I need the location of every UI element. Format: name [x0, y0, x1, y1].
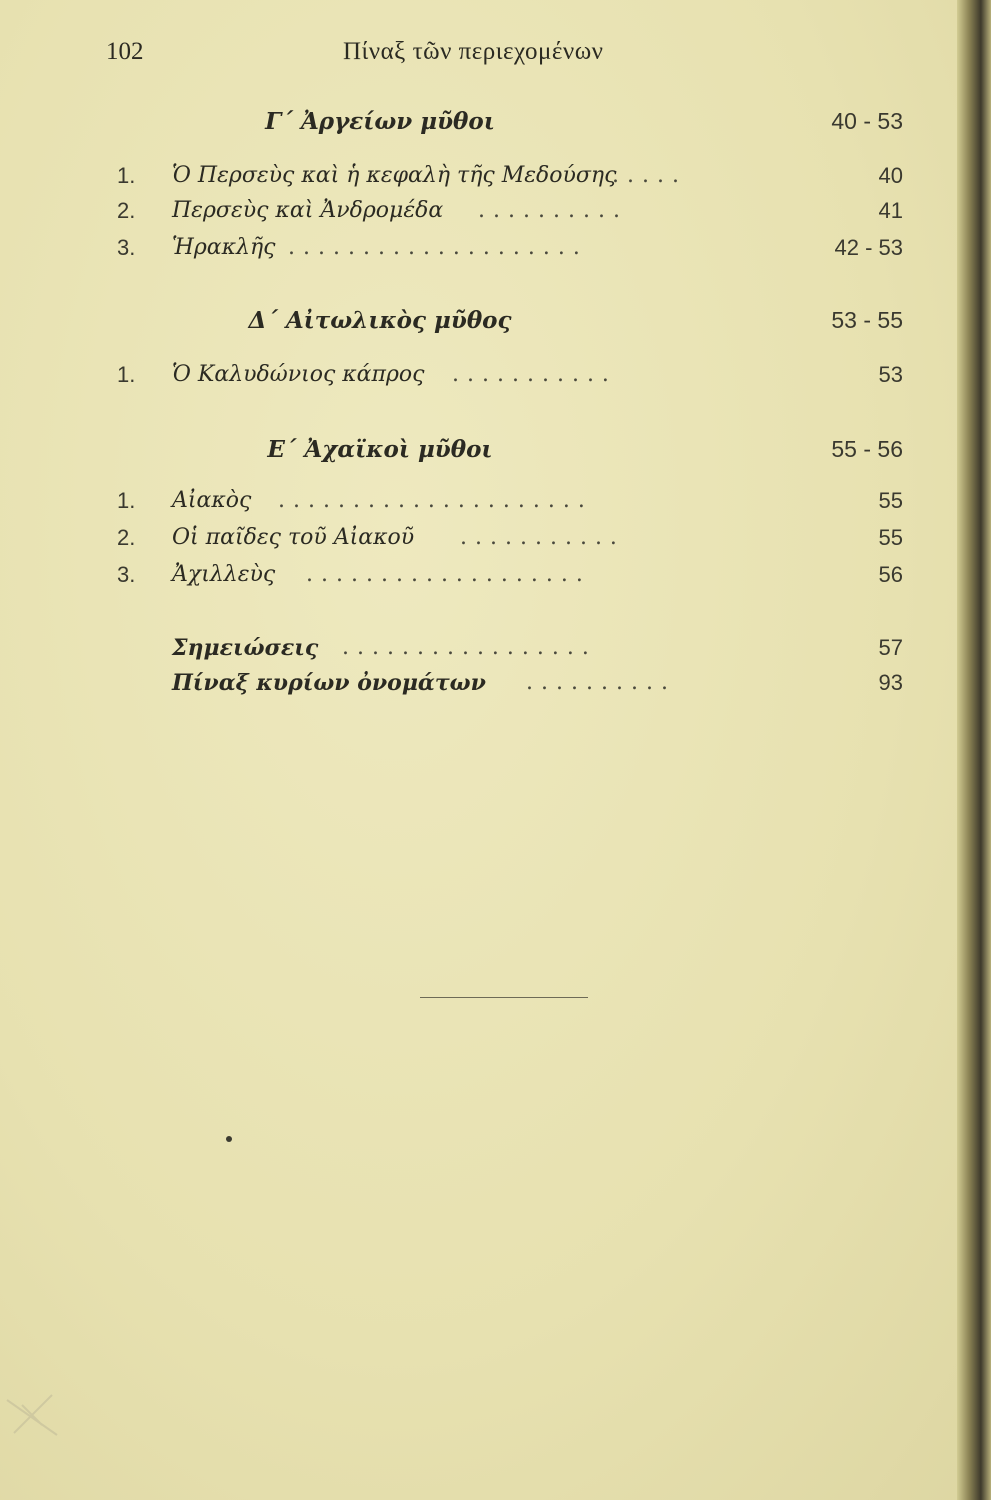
- entry-title: Ὁ Καλυδώνιος κάπρος: [172, 362, 425, 387]
- closing-rule: [420, 997, 588, 998]
- dot-leader: .....................: [278, 488, 593, 513]
- section-title: Γ΄ Ἀργείων μῦθοι: [265, 108, 495, 135]
- entry-number: 1.: [117, 488, 136, 513]
- toc-entry: [0, 488, 991, 520]
- page-number: 102: [106, 38, 144, 65]
- entry-number: 2.: [117, 525, 136, 550]
- section-title: Ε΄ Ἀχαϊκοὶ μῦθοι: [267, 436, 493, 463]
- entry-page: 57: [878, 635, 903, 660]
- dot-leader: ...........: [452, 362, 617, 387]
- toc-entry: [0, 525, 991, 557]
- section-page-range: 55 - 56: [831, 436, 903, 462]
- section-heading: [0, 307, 991, 341]
- page-header: [0, 38, 991, 72]
- dot-leader: ...................: [306, 562, 591, 587]
- section-page-range: 53 - 55: [831, 307, 903, 333]
- entry-title: Περσεὺς καὶ Ἀνδρομέδα: [172, 198, 444, 223]
- entry-title: Αἰακὸς: [172, 488, 252, 513]
- entry-page: 55: [878, 525, 903, 550]
- toc-entry: [0, 670, 991, 702]
- toc-entry: [0, 635, 991, 667]
- section-page-range: 40 - 53: [831, 108, 903, 134]
- entry-title: Ἀχιλλεὺς: [172, 562, 276, 587]
- section-title: Δ΄ Αἰτωλικὸς μῦθος: [248, 307, 512, 334]
- faint-mark: [2, 1385, 72, 1445]
- dot-leader: .....: [612, 163, 687, 188]
- toc-entry: [0, 235, 991, 267]
- entry-page: 53: [878, 362, 903, 387]
- entry-title: Ἡρακλῆς: [172, 235, 276, 260]
- toc-entry: [0, 362, 991, 394]
- dot-leader: ..........: [478, 198, 628, 223]
- ink-dot: [226, 1136, 232, 1142]
- entry-number: 1.: [117, 163, 136, 188]
- dot-leader: ....................: [288, 235, 588, 260]
- entry-page: 41: [878, 198, 903, 223]
- entry-number: 3.: [117, 562, 136, 587]
- dot-leader: .................: [342, 635, 597, 660]
- toc-entry: [0, 163, 991, 195]
- section-heading: [0, 108, 991, 142]
- dot-leader: ..........: [526, 670, 676, 695]
- entry-page: 40: [878, 163, 903, 188]
- toc-entry: [0, 198, 991, 230]
- toc-entry: [0, 562, 991, 594]
- entry-number: 3.: [117, 235, 136, 260]
- running-title: Πίναξ τῶν περιεχομένων: [343, 38, 604, 65]
- entry-title: Σημειώσεις: [172, 635, 319, 661]
- entry-page: 55: [878, 488, 903, 513]
- entry-page: 93: [878, 670, 903, 695]
- dot-leader: ...........: [460, 525, 625, 550]
- entry-title: Ὁ Περσεὺς καὶ ἡ κεφαλὴ τῆς Μεδούσης: [172, 163, 617, 188]
- entry-title: Οἱ παῖδες τοῦ Αἰακοῦ: [172, 525, 415, 550]
- entry-page: 56: [878, 562, 903, 587]
- entry-number: 2.: [117, 198, 136, 223]
- entry-number: 1.: [117, 362, 136, 387]
- entry-page: 42 - 53: [834, 235, 903, 260]
- section-heading: [0, 436, 991, 470]
- entry-title: Πίναξ κυρίων ὀνομάτων: [172, 670, 486, 696]
